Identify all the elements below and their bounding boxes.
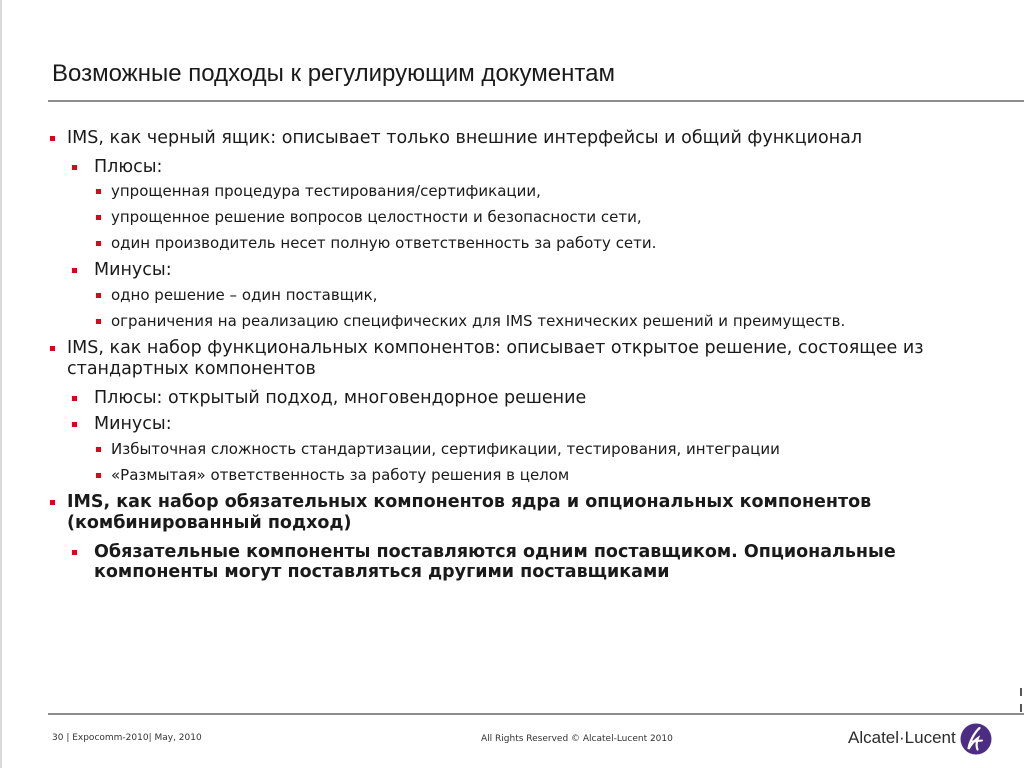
slide-title: Возможные подходы к регулирующим документам — [52, 60, 615, 87]
bullet-marker — [72, 550, 77, 555]
bullet-marker — [50, 136, 55, 141]
bullet-marker — [50, 346, 55, 351]
bullet-level1 — [46, 128, 986, 149]
bullet-level2 — [46, 157, 986, 178]
bullet-level3 — [46, 313, 986, 331]
bullet-text: упрощенное решение вопросов целостности и безопасности сети, — [111, 207, 642, 226]
bullet-marker — [96, 215, 101, 220]
bullet-marker — [72, 268, 77, 273]
bullet-marker — [96, 189, 101, 194]
bullet-level2 — [46, 260, 986, 281]
edge-tick — [1020, 688, 1022, 696]
bullet-level3 — [46, 287, 986, 305]
bullet-marker — [96, 473, 101, 478]
bullet-level1 — [46, 338, 986, 379]
bullet-marker — [72, 165, 77, 170]
bullet-level2 — [46, 388, 986, 409]
bullet-marker — [72, 396, 77, 401]
bullet-text: Обязательные компоненты поставляются одним поставщиком. Опциональные компоненты могут поставляться другими поставщиками — [94, 541, 896, 583]
alcatel-lucent-logo-icon — [960, 723, 992, 755]
bullet-marker — [96, 319, 101, 324]
brand-name: Alcatel·Lucent — [848, 728, 956, 747]
bullet-marker — [96, 241, 101, 246]
bullet-text: IMS, как набор обязательных компонентов ядра и опциональных компонентов (комбинированный подход) — [67, 492, 872, 533]
bullet-text: Минусы: — [94, 260, 172, 281]
bullet-level2 — [46, 414, 986, 435]
title-divider — [48, 100, 1024, 102]
bullet-level3 — [46, 235, 986, 253]
bullet-text: «Размытая» ответственность за работу решения в целом — [111, 465, 570, 484]
slide-content — [46, 128, 986, 589]
bullet-level1 — [46, 492, 986, 533]
bullet-text: ограничения на реализацию специфических для IMS технических решений и преимуществ. — [111, 311, 846, 330]
bullet-level3 — [46, 209, 986, 227]
bullet-level2 — [46, 542, 986, 583]
footer-copyright: All Rights Reserved © Alcatel-Lucent 2010 — [481, 734, 673, 744]
bullet-marker — [50, 500, 55, 505]
bullet-level3 — [46, 467, 986, 485]
footer-divider — [48, 713, 1024, 715]
bullet-text: Плюсы: открытый подход, многовендорное решение — [94, 387, 587, 408]
bullet-marker — [72, 422, 77, 427]
bullet-level3 — [46, 183, 986, 201]
bullet-text: Избыточная сложность стандартизации, сертификации, тестирования, интеграции — [111, 439, 780, 458]
footer-page-info: 30 | Expocomm-2010| May, 2010 — [52, 733, 202, 743]
bullet-marker — [96, 447, 101, 452]
slide-frame-left — [0, 0, 2, 768]
bullet-text: упрощенная процедура тестирования/сертификации, — [111, 182, 541, 201]
bullet-level3 — [46, 441, 986, 459]
bullet-text: IMS, как черный ящик: описывает только внешние интерфейсы и общий функционал — [67, 128, 863, 148]
bullet-marker — [96, 293, 101, 298]
bullet-text: одно решение – один поставщик, — [111, 285, 378, 304]
edge-tick — [1020, 704, 1022, 712]
bullet-text: IMS, как набор функциональных компонентов: описывает открытое решение, состоящее из стандартных компонентов — [67, 338, 924, 379]
bullet-text: Плюсы: — [94, 156, 163, 177]
bullet-text: Минусы: — [94, 414, 172, 435]
bullet-text: один производитель несет полную ответственность за работу сети. — [111, 233, 657, 252]
